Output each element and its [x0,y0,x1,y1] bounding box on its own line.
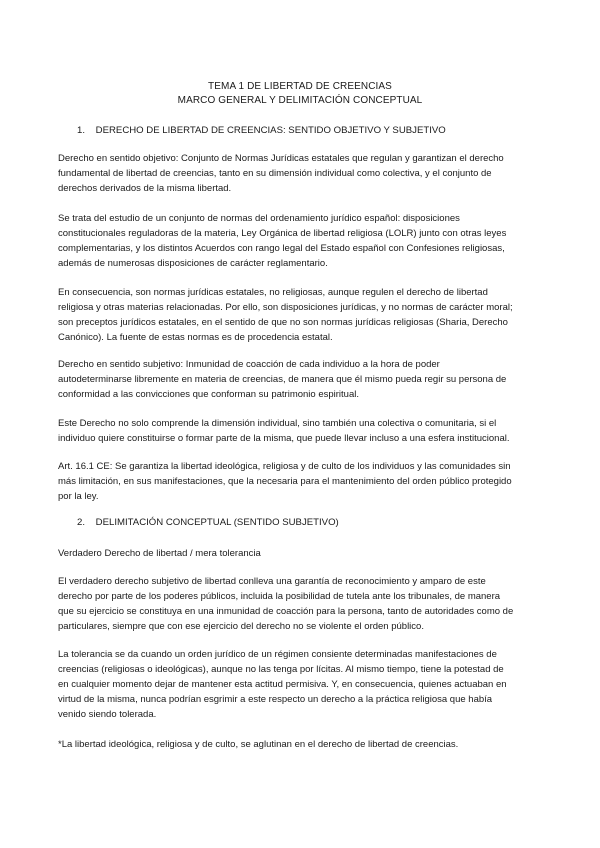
text-line: además de numerosas disposiciones de carácter reglamentario. [58,258,328,270]
text-line: constitucionales reguladoras de la materia, Ley Orgánica de libertad religiosa (LOLR) junto con otras leyes [58,228,507,240]
text-line: virtud de la misma, nunca podrían esgrimir a este respecto un derecho a la práctica religiosa que había [58,694,493,706]
text-line: venido siendo tolerada. [58,709,157,721]
text-line: Canónico). La fuente de estas normas es de procedencia estatal. [58,332,333,344]
text-line: Verdadero Derecho de libertad / mera tolerancia [58,548,261,559]
text-line: que su ejercicio se constituya en una inmunidad de coacción para la persona, tanto de autoridades como de [58,606,514,618]
text-line: derecho por parte de los poderes públicos, incluida la posibilidad de tutela ante los tribunales, de manera [58,591,501,603]
text-line: Derecho en sentido subjetivo: Inmunidad de coacción de cada individuo a la hora de poder [58,359,440,370]
paragraph-legal-sources [58,211,546,271]
text-line: creencias (religiosas o ideológicas), aunque no las tenga por lícitas. Al mismo tiempo, tiene la potestad de [58,664,504,676]
text-line: son preceptos jurídicos estatales, en el sentido de que no son normas jurídicas religiosas (Sharia, Derecho [58,317,508,329]
text-line: *La libertad ideológica, religiosa y de culto, se aglutinan en el derecho de libertad de creencias. [58,739,459,750]
text-line: conformidad a las convicciones que conforman su patrimonio espiritual. [58,389,359,401]
text-line: derechos derivados de la misma libertad. [58,183,232,195]
section-label: DELIMITACIÓN CONCEPTUAL (SENTIDO SUBJETIVO) [95,517,339,528]
text-line: individuo quiere constituirse o formar parte de la misma, que puede llevar incluso a una esfera institucional. [58,433,510,445]
text-line: particulares, siempre que con ese ejercicio del derecho no se violente el orden público. [58,621,424,633]
section-number: 1. [77,125,86,136]
paragraph-footnote [58,737,546,752]
document-title [0,80,600,108]
section-heading-1 [77,124,446,138]
paragraph-state-norms [58,285,546,345]
text-line: El verdadero derecho subjetivo de libertad conlleva una garantía de reconocimiento y amparo de este [58,576,486,587]
paragraph-subjective-sense [58,357,546,402]
text-line: religiosa y otras materias relacionadas. Por ello, son disposiciones jurídicas, y no normas de carácter moral; [58,302,513,314]
title-line-2: MARCO GENERAL Y DELIMITACIÓN CONCEPTUAL [177,95,423,106]
text-line: La tolerancia se da cuando un orden jurídico de un régimen consiente determinadas manifestaciones de [58,649,497,660]
paragraph-true-freedom [58,574,546,634]
paragraph-collective-dimension [58,416,546,446]
text-line: En consecuencia, son normas jurídicas estatales, no religiosas, aunque regulen el derecho de libertad [58,287,488,298]
text-line: Derecho en sentido objetivo: Conjunto de Normas Jurídicas estatales que regulan y garantizan el derecho [58,153,504,164]
section-number: 2. [77,517,86,528]
text-line: Se trata del estudio de un conjunto de normas del ordenamiento jurídico español: disposiciones [58,213,460,224]
text-line: más limitación, en sus manifestaciones, que la necesaria para el mantenimiento del orden público protegido [58,476,512,488]
text-line: autodeterminarse libremente en materia de creencias, de manera que él mismo pueda regir su persona de [58,374,507,386]
paragraph-objective-sense [58,151,546,196]
title-line-1: TEMA 1 DE LIBERTAD DE CREENCIAS [208,81,392,92]
text-line: por la ley. [58,491,99,503]
section-label: DERECHO DE LIBERTAD DE CREENCIAS: SENTIDO OBJETIVO Y SUBJETIVO [95,125,446,136]
section-heading-2 [77,516,339,530]
text-line: Art. 16.1 CE: Se garantiza la libertad ideológica, religiosa y de culto de los individuos y las comunidades sin [58,461,511,472]
text-line: fundamental de libertad de creencias, tanto en su dimensión individual como colectiva, y el conjunto de [58,168,492,180]
paragraph-article-16 [58,459,546,504]
paragraph-subheading-tolerance [58,546,546,561]
text-line: complementarias, y los distintos Acuerdos con rango legal del Estado español con Confesiones religiosas, [58,243,505,255]
text-line: Este Derecho no solo comprende la dimensión individual, sino también una colectiva o comunitaria, si el [58,418,497,429]
text-line: en cualquier momento dejar de mantener esta actitud permisiva. Y, en consecuencia, quienes actuaban en [58,679,507,691]
paragraph-tolerance [58,647,546,722]
